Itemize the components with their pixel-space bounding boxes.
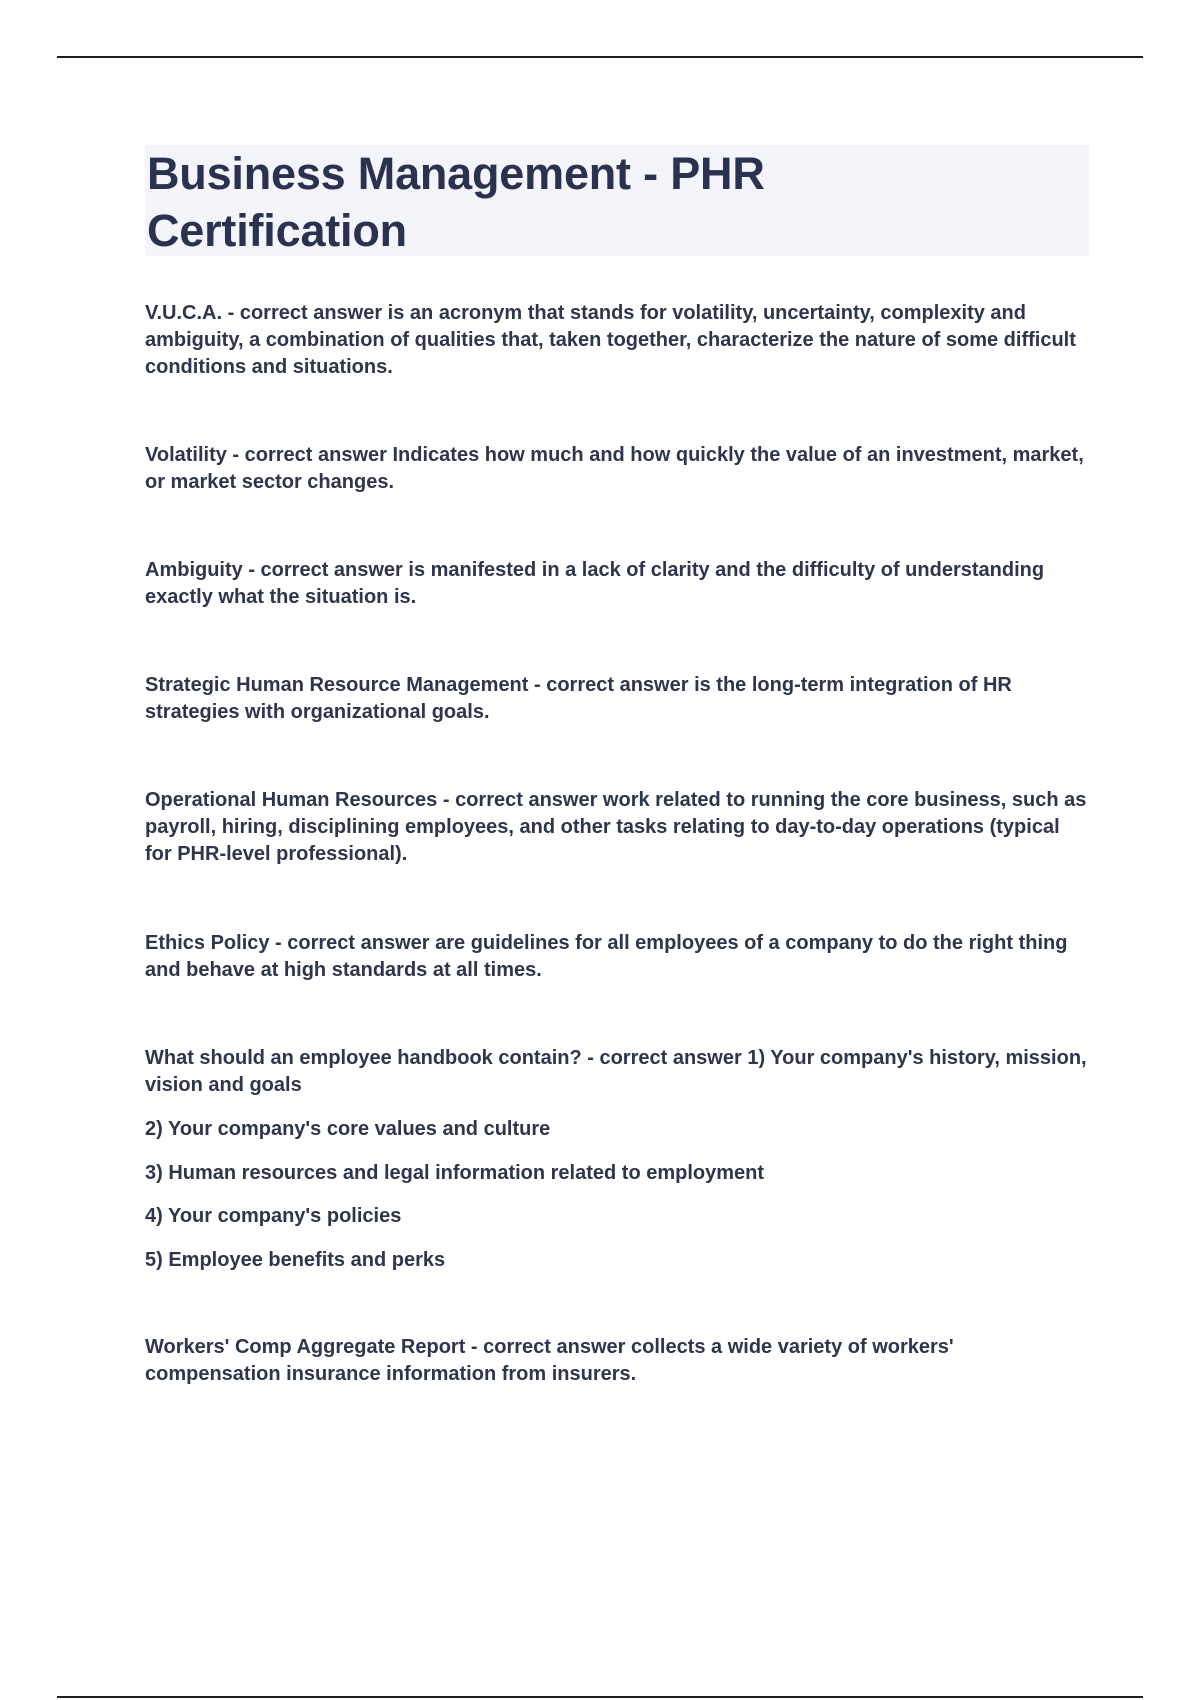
term-entry-volatility: Volatility - correct answer Indicates how much and how quickly the value of an investment, market, or market sector changes.	[145, 444, 1084, 493]
term-entry-ethics-policy: Ethics Policy - correct answer are guidelines for all employees of a company to do the right thing and behave at high standards at all times.	[145, 932, 1068, 981]
term-entry-strategic-hrm: Strategic Human Resource Management - correct answer is the long-term integration of HR strategies with organizational goals.	[145, 674, 1012, 723]
handbook-list-item: 2) Your company's core values and culture	[145, 1118, 551, 1140]
term-entry-vuca: V.U.C.A. - correct answer is an acronym that stands for volatility, uncertainty, complexity and ambiguity, a combination of qualities that, taken together, characterize the nature of some difficult conditions and situations.	[145, 302, 1076, 378]
handbook-list-item: 5) Employee benefits and perks	[145, 1249, 446, 1271]
term-entry-ambiguity: Ambiguity - correct answer is manifested in a lack of clarity and the difficulty of understanding exactly what the situation is.	[145, 559, 1045, 608]
page-title-line-1: Business Management - PHR	[147, 148, 765, 199]
term-entry-workers-comp: Workers' Comp Aggregate Report - correct answer collects a wide variety of workers' compensation insurance information from insurers.	[145, 1336, 954, 1385]
page-title-line-2: Certification	[147, 205, 407, 256]
term-entry-employee-handbook: What should an employee handbook contain? - correct answer 1) Your company's history, mission, vision and goals	[145, 1047, 1087, 1096]
page-title	[145, 145, 1089, 259]
bottom-divider	[57, 1696, 1143, 1698]
handbook-list-item: 3) Human resources and legal information related to employment	[145, 1162, 765, 1184]
title-banner	[145, 145, 1089, 256]
handbook-list-item: 4) Your company's policies	[145, 1205, 402, 1227]
top-divider	[57, 56, 1143, 58]
term-entry-operational-hr: Operational Human Resources - correct answer work related to running the core business, such as payroll, hiring, disciplining employees, and other tasks relating to day-to-day operations (typical for PHR-level professional).	[145, 789, 1087, 865]
